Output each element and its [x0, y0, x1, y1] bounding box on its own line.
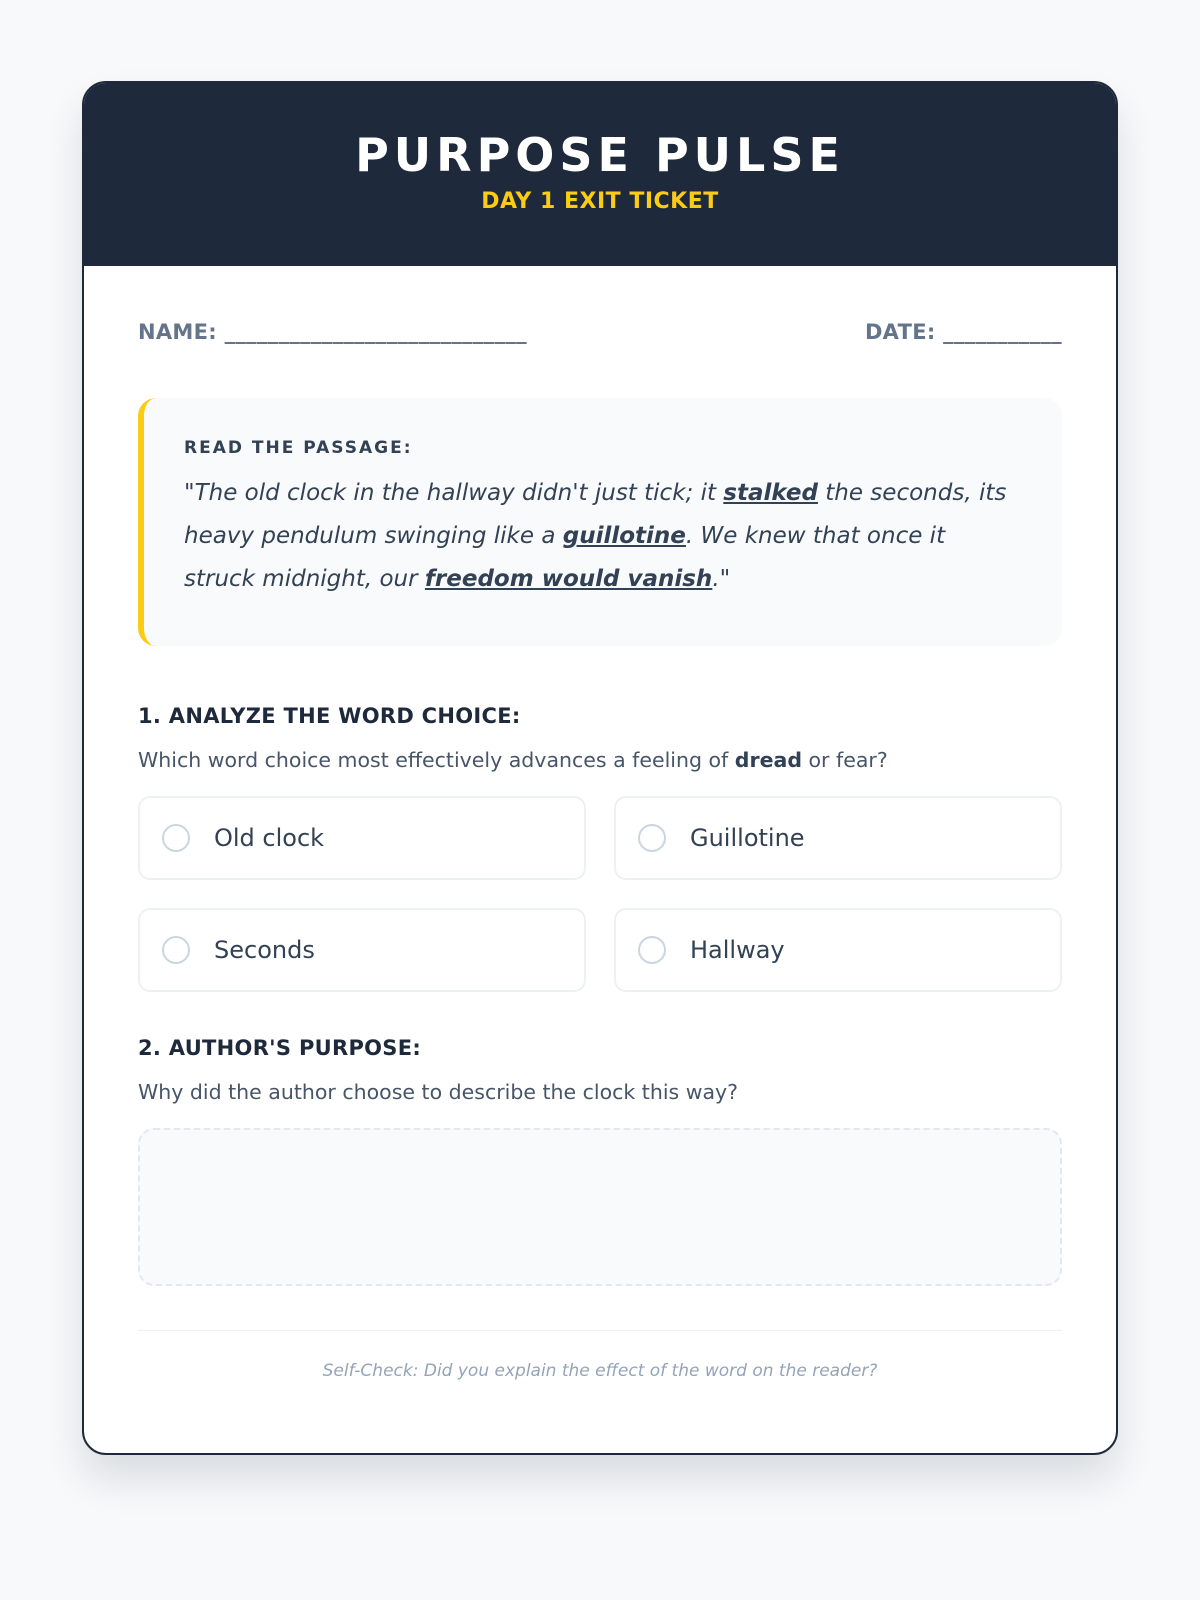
- question-2-title: 2. AUTHOR'S PURPOSE:: [138, 1036, 422, 1060]
- header: [84, 83, 1116, 266]
- date-field[interactable]: DATE: ___________: [864, 320, 1062, 344]
- radio-icon[interactable]: [638, 936, 666, 964]
- highlight-word-guillotine: guillotine: [562, 523, 686, 549]
- question-1-prompt: [138, 748, 1062, 772]
- meta-row: [138, 320, 1062, 344]
- passage-segment: the seconds, its heavy pendulum swinging like a: [184, 480, 1007, 549]
- prompt-text: or fear?: [802, 748, 888, 772]
- highlight-phrase-freedom: freedom would vanish: [424, 566, 713, 592]
- option-label: Old clock: [214, 824, 325, 852]
- radio-icon[interactable]: [638, 824, 666, 852]
- page-title: PURPOSE PULSE: [355, 128, 845, 182]
- question-2-prompt: Why did the author choose to describe the clock this way?: [138, 1080, 739, 1104]
- ticket-body: [84, 320, 1116, 1381]
- passage-segment: .": [712, 566, 731, 592]
- question-1-title: 1. ANALYZE THE WORD CHOICE:: [138, 704, 521, 728]
- page-subtitle: DAY 1 EXIT TICKET: [481, 189, 719, 214]
- passage-box: [138, 398, 1062, 646]
- name-field[interactable]: NAME: ____________________________: [138, 320, 527, 344]
- option-hallway[interactable]: [614, 908, 1062, 992]
- exit-ticket-card: [82, 81, 1118, 1455]
- radio-icon[interactable]: [162, 824, 190, 852]
- prompt-emphasis: dread: [734, 748, 802, 772]
- prompt-text: Which word choice most effectively advances a feeling of: [138, 748, 735, 772]
- self-check-note: Self-Check: Did you explain the effect of the word on the reader?: [322, 1361, 878, 1381]
- passage-label: READ THE PASSAGE:: [184, 438, 413, 458]
- highlight-word-stalked: stalked: [723, 480, 818, 506]
- option-label: Seconds: [214, 936, 315, 964]
- passage-text: [184, 472, 1022, 601]
- passage-segment: . We knew that once it struck midnight, our: [184, 523, 946, 592]
- answer-options: [138, 796, 1062, 992]
- option-label: Guillotine: [690, 824, 805, 852]
- option-old-clock[interactable]: [138, 796, 586, 880]
- divider: [138, 1330, 1062, 1331]
- option-label: Hallway: [690, 936, 785, 964]
- answer-textarea[interactable]: [138, 1128, 1062, 1286]
- radio-icon[interactable]: [162, 936, 190, 964]
- option-seconds[interactable]: [138, 908, 586, 992]
- passage-segment: "The old clock in the hallway didn't just tick; it: [184, 480, 724, 506]
- option-guillotine[interactable]: [614, 796, 1062, 880]
